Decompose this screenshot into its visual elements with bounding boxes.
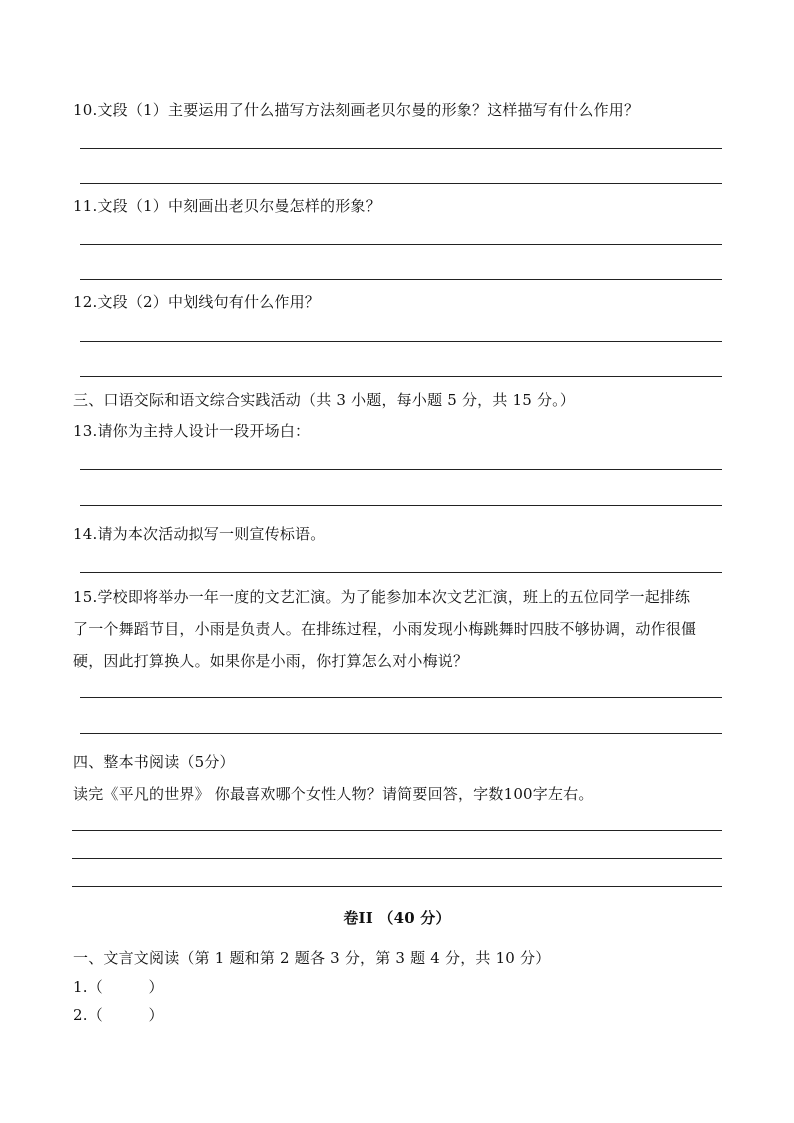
juan2-section1-heading: 一、文言文阅读（第 1 题和第 2 题各 3 分，第 3 题 4 分，共 10 分） xyxy=(73,949,551,967)
answer-line xyxy=(80,469,722,470)
q10-text: 10.文段（1）主要运用了什么描写方法刻画老贝尔曼的形象？这样描写有什么作用？ xyxy=(73,101,640,119)
blank-1: 1.（ ） xyxy=(73,978,164,996)
q15-line-2: 了一个舞蹈节目，小雨是负责人。在排练过程，小雨发现小梅跳舞时四肢不够协调，动作很僵 xyxy=(73,620,697,638)
blank-2: 2.（ ） xyxy=(73,1006,164,1024)
answer-line xyxy=(80,148,722,149)
q14-text: 14.请为本次活动拟写一则宣传标语。 xyxy=(73,525,326,543)
answer-line xyxy=(80,183,722,184)
q13-text: 13.请你为主持人设计一段开场白： xyxy=(73,422,311,440)
answer-line xyxy=(80,733,722,734)
section4-prompt: 读完《平凡的世界》 你最喜欢哪个女性人物？请简要回答，字数100字左右。 xyxy=(73,785,594,803)
answer-line xyxy=(80,505,722,506)
q15-line-1: 15.学校即将举办一年一度的文艺汇演。为了能参加本次文艺汇演，班上的五位同学一起排练 xyxy=(73,588,691,606)
answer-line xyxy=(72,886,722,887)
q12-text: 12.文段（2）中划线句有什么作用？ xyxy=(73,293,320,311)
answer-line xyxy=(72,830,722,831)
section3-heading: 三、口语交际和语文综合实践活动（共 3 小题，每小题 5 分，共 15 分。） xyxy=(73,391,576,409)
q15-line-3: 硬，因此打算换人。如果你是小雨，你打算怎么对小梅说？ xyxy=(73,652,469,670)
answer-line xyxy=(72,858,722,859)
section4-heading: 四、整本书阅读（5分） xyxy=(73,753,235,771)
answer-line xyxy=(80,572,722,573)
q11-text: 11.文段（1）中刻画出老贝尔曼怎样的形象？ xyxy=(73,197,381,215)
answer-line xyxy=(80,697,722,698)
answer-line xyxy=(80,279,722,280)
answer-line xyxy=(80,244,722,245)
juan2-title: 卷II （40 分） xyxy=(343,909,451,927)
answer-line xyxy=(80,376,722,377)
answer-line xyxy=(80,341,722,342)
